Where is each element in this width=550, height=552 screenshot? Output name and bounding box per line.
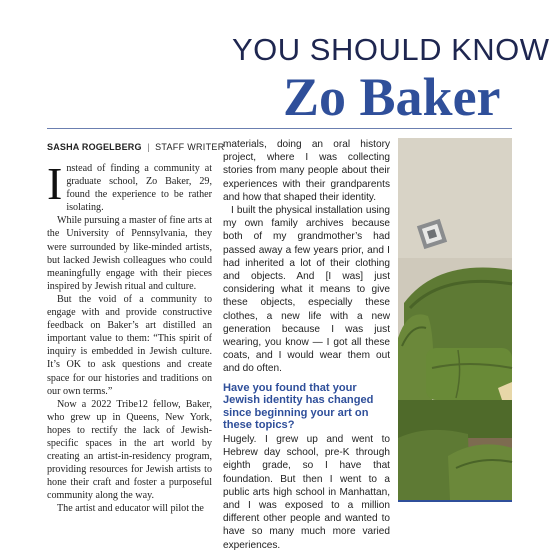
byline-separator: |	[147, 142, 150, 152]
paragraph: While pursuing a master of fine arts at the University of Pennsylvania, they were surrounded by like-minded artists, but lacked Jewish colleagues who could meaningfully engage with their pieces inspired by Jewish ritual and culture.	[47, 215, 212, 292]
paragraph: Instead of finding a community at graduate school, Zo Baker, 29, found the experience to be rather isolating.	[47, 158, 212, 214]
interview-answer: Hugely. I grew up and went to Hebrew day school, pre-K through eighth grade, so I have that foundation. But then I went to a public arts high school in Manhattan, and I was exposed to a million different other people and wanted to have so many much more varied experiences.	[223, 434, 390, 551]
author-name: SASHA ROGELBERG	[47, 142, 142, 152]
article-headline: Zo Baker	[283, 67, 501, 127]
interview-question: Have you found that your Jewish identity has changed since beginning your art on these topics?	[223, 381, 374, 432]
paragraph: I built the physical installation using my own family archives because both of my grandmother’s had passed away a few years prior, and I had inherited a lot of their clothing and objects. And [I was] just considering what it means to give these objects, especially these clothes, a new life with a new generation because I was just wearing, you know — I got all these coats, and I would wear them out and do often.	[223, 205, 390, 375]
article-photo	[398, 138, 512, 500]
header-rule	[47, 128, 512, 129]
article-column-1	[47, 158, 212, 516]
photo-sofa-scene	[398, 138, 512, 500]
photo-rule	[398, 500, 512, 502]
author-role: STAFF WRITER	[155, 142, 225, 152]
drop-cap: I	[47, 158, 63, 209]
paragraph: But the void of a community to engage with and provide constructive feedback on Baker’s art distilled an important value to them: “This spirit of inquiry is embedded in Jewish culture. It’s OK to ask questions and create space for our histories and traditions on our own terms.”	[47, 293, 212, 397]
article-column-2	[223, 138, 390, 552]
byline	[47, 142, 225, 152]
paragraph: The artist and educator will pilot the	[57, 503, 204, 515]
paragraph: Now a 2022 Tribe12 fellow, Baker, who grew up in Queens, New York, hopes to rectify the lack of Jewish-specific spaces in the art world by creating an artist-in-residency program, providing resources for Jewish artists to hone their craft and foster a purposeful community along the way.	[47, 398, 212, 502]
paragraph: materials, doing an oral history project, where I was collecting stories from many people about their experiences with their grandparents and how that shaped their identity.	[223, 139, 390, 203]
section-kicker: YOU SHOULD KNOW	[232, 32, 550, 67]
